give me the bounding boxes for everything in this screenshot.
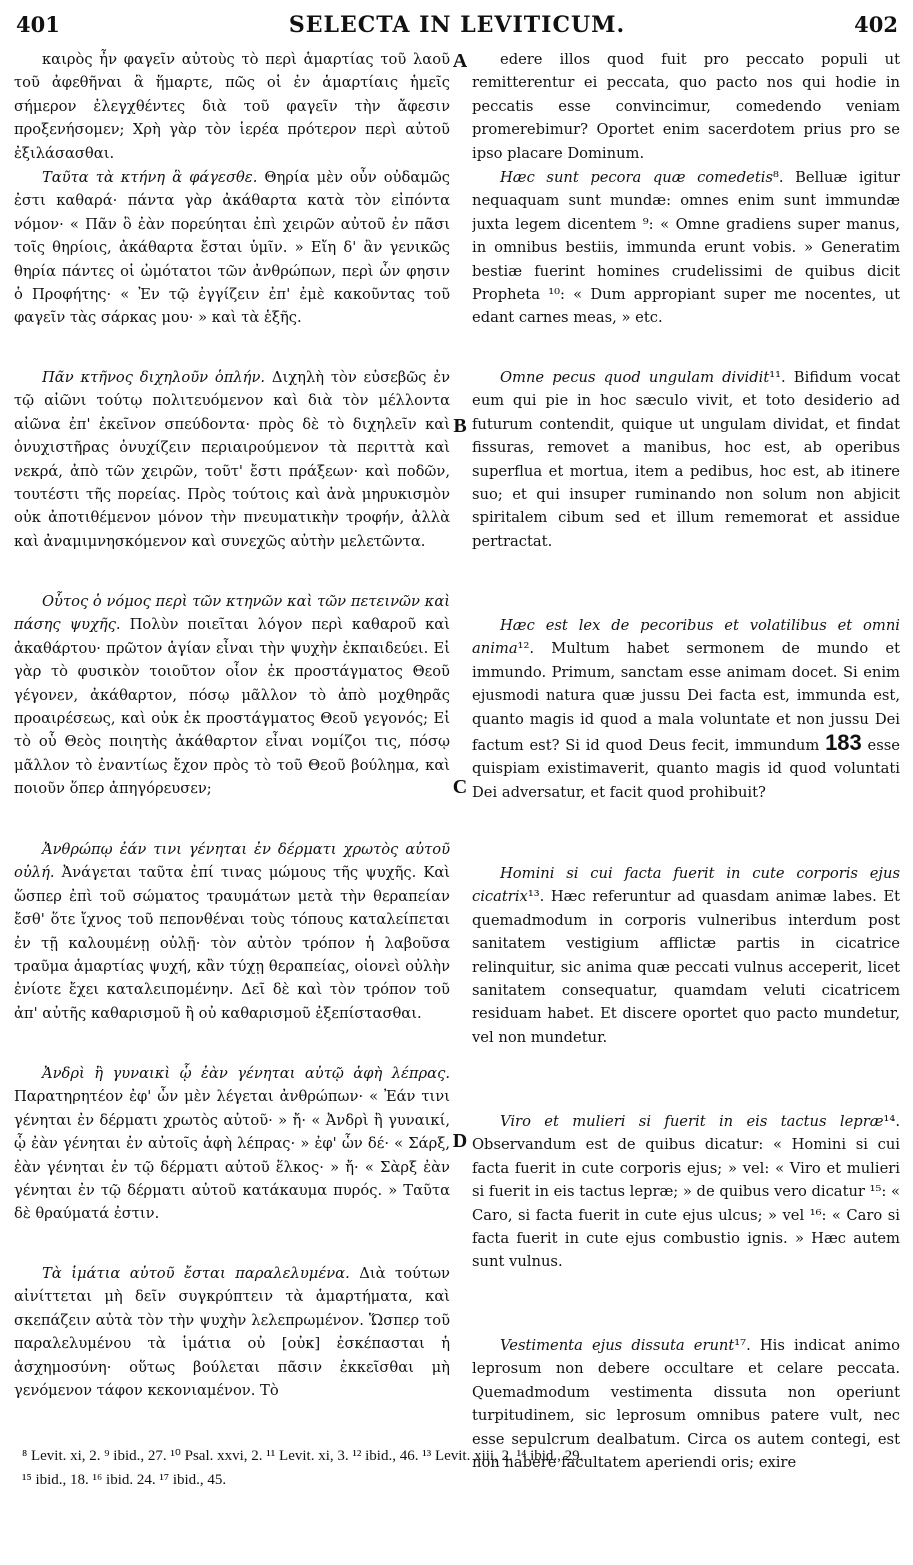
greek-paragraph: Οὗτος ὁ νόμος περὶ τῶν κτηνῶν καὶ τῶν πετεινῶν καὶ πάσης ψυχῆς. Πολὺν ποιεῖται λόγον περὶ καθαροῦ καὶ ἀκαθάρτου· πρῶτον ἁγίαν εἶναι τὴν ψυχὴν ἐκπαιδεύει. Εἰ γὰρ τὸ φυσικὸν τοιοῦτον οἷον ἐκ προστάγματος Θεοῦ γέγονεν, ἀκάθαρτον, πόσῳ μᾶλλον τὸ ἀπὸ μοχθηρᾶς προαιρέσεως, καὶ οὐκ ἐκ προστάγματος Θεοῦ γεγονός; Εἰ τὸ οὗ Θεὸς ποιητὴς ἀκάθαρτον εἶναι νομίζοι τις, πόσῳ μᾶλλον τὸ ἐναντίως ἔχον πρὸς τὸ τοῦ Θεοῦ βούλημα, καὶ ποιοῦν ὅπερ ἀπηγόρευσεν;	[14, 593, 450, 798]
greek-lemma: Τὰ ἱμάτια αὐτοῦ ἔσται παραλελυμένα.	[42, 1265, 350, 1282]
greek-lemma: Ταῦτα τὰ κτήνη ἃ φάγεσθε.	[42, 169, 258, 186]
latin-paragraph: Hæc sunt pecora quæ comedetis⁸. Belluæ igitur nequaquam sunt mundæ: omnes enim sunt immundæ juxta legem dicentem ⁹: « Omne gradiens super manus, in omnibus bestiis, immunda erunt vobis. » Generatim bestiæ fuerint homines crudelissimi de quibus dicit Propheta ¹⁰: « Dum appropiant super me nocentes, ut edant carnes meas, » etc.	[472, 169, 900, 327]
latin-paragraph: Vestimenta ejus dissuta erunt¹⁷. His indicat animo leprosum non debere occultare et celare peccata. Quemadmodum vestimenta dissuta non operiunt turpitudinem, sic leprosum omnibus patere vult, nec esse sepulcrum dealbatum. Circa os autem contegi, est non habere facultatem aperiendi oris; exire	[472, 1337, 900, 1472]
running-header	[16, 12, 898, 40]
greek-lemma: Οὗτος ὁ νόμος περὶ τῶν κτηνῶν καὶ τῶν πετεινῶν καὶ πάσης ψυχῆς.	[14, 593, 450, 634]
greek-paragraph: καιρὸς ἦν φαγεῖν αὐτοὺς τὸ περὶ ἁμαρτίας τοῦ λαοῦ τοῦ ἀφεθῆναι ἃ ἥμαρτε, πῶς οἱ ἐν ἁμαρτίαις ἡμεῖς σήμερον ἐλεγχθέντες διὰ τοῦ φαγεῖν τὴν ἄφεσιν προξενήσομεν; Χρὴ γὰρ τὸν ἱερέα πρότερον περὶ αὐτοῦ ἐξιλάσασθαι.	[14, 51, 450, 162]
section-marker-c: C	[452, 776, 468, 798]
latin-paragraph: Viro et mulieri si fuerit in eis tactus lepræ¹⁴. Observandum est de quibus dicatur: « Homini si cui facta fuerit in cute corporis ejus; » vel: « Viro et mulieri si fuerit in eis tactus lepræ; » de quibus vero dicatur ¹⁵: « Caro, si facta fuerit in cute ejus ulcus; » vel ¹⁶: « Caro si facta fuerit in cute ejus combustio ignis. » Hæc autem sunt vulnus.	[472, 1113, 900, 1271]
latin-lemma: Homini si cui facta fuerit in cute corporis ejus cicatrix	[472, 865, 900, 906]
greek-paragraph: Ἀνδρὶ ἢ γυναικὶ ᾧ ἐὰν γένηται αὐτῷ ἁφὴ λέπρας. Παρατηρητέον ἐφ' ὧν μὲν λέγεται ἀνθρώπων· « Ἐάν τινι γένηται ἐν δέρματι χρωτὸς αὐτοῦ· » ἤ· « Ἀνδρὶ ἢ γυναικί, ᾧ ἐὰν γένηται ἐν αὐτοῖς ἁφὴ λέπρας· » ἐφ' ὧν δέ· « Σάρξ, ἐὰν γένηται ἐν τῷ δέρματι αὐτοῦ ἕλκος· » ἤ· « Σὰρξ ἐὰν γένηται ἐν τῷ δέρματι αὐτοῦ κατάκαυμα πυρός. » Ταῦτα δὲ θραύματά ἐστιν.	[14, 1065, 450, 1223]
running-title: SELECTA IN LEVITICUM.	[288, 12, 626, 38]
latin-paragraph: Omne pecus quod ungulam dividit¹¹. Bifidum vocat eum qui pie in hoc sæculo vivit, et toto desiderio ad futurum contendit, quique ut ungulam dividat, et findat fissuras, removet a manibus, hoc est, ab operibus superflua et mortua, item a pedibus, hoc est, ab itinere suo; et qui insuper ruminando non solum non abjicit spiritalem cibum sed et illum rememorat et assidue pertractat.	[472, 369, 900, 550]
page-number-left: 401	[16, 12, 60, 37]
greek-lemma: Πᾶν κτῆνος διχηλοῦν ὁπλήν.	[42, 369, 266, 386]
greek-lemma: Ἀνδρὶ ἢ γυναικὶ ᾧ ἐὰν γένηται αὐτῷ ἁφὴ λέπρας.	[42, 1065, 450, 1082]
footnotes	[22, 1444, 898, 1492]
footnote-line: ⁸ Levit. xi, 2. ⁹ ibid., 27. ¹⁰ Psal. xxvi, 2. ¹¹ Levit. xi, 3. ¹² ibid., 46. ¹³ Levit. xiii, 2. ¹⁴ ibid., 29.	[22, 1448, 584, 1464]
greek-column	[14, 48, 450, 1403]
footnote-line: ¹⁵ ibid., 18. ¹⁶ ibid. 24. ¹⁷ ibid., 45.	[22, 1472, 227, 1488]
column-number: 183	[825, 730, 862, 756]
greek-paragraph: Πᾶν κτῆνος διχηλοῦν ὁπλήν. Διχηλὴ τὸν εὐσεβῶς ἐν τῷ αἰῶνι τούτῳ πολιτευόμενον καὶ διὰ τὸν μέλλοντα αἰῶνα ἐπ' ἐκεῖνον σπεύδοντα· πρὸς δὲ τὸ διχηλεῖν καὶ ὀνυχιστῆρας ὀνυχίζειν περιαιρούμενον τὰ περιττὰ καὶ νεκρά, ἀπὸ τῶν χειρῶν, τοῦτ' ἔστι πράξεων· καὶ ποδῶν, τουτέστι τῆς πορείας. Πρὸς τούτοις καὶ ἀνὰ μηρυκισμὸν οὐκ ἀποτιθέμενον μόνον τὴν πνευματικὴν τροφήν, ἀλλὰ καὶ ἀναμιμνησκόμενον καὶ συνεχῶς αὐτὴν μελετῶντα.	[14, 369, 450, 550]
section-marker-b: B	[453, 415, 467, 437]
greek-lemma: Ἀνθρώπῳ ἐάν τινι γένηται ἐν δέρματι χρωτὸς αὐτοῦ οὐλή.	[14, 841, 450, 882]
section-marker-d: D	[452, 1130, 468, 1152]
section-marker-a: A	[452, 50, 468, 72]
latin-lemma: Viro et mulieri si fuerit in eis tactus lepræ	[500, 1113, 884, 1130]
latin-column	[472, 48, 900, 1475]
latin-paragraph: Hæc est lex de pecoribus et volatilibus et omni anima¹². Multum habet sermonem de mundo et immundo. Primum, sanctam esse animam docet. Si enim ejusmodi natura quæ jussu Dei facta est, immunda est, quanto magis id quod a mala voluntate et non jussu Dei factum est? Si id quod Deus fecit, immundum 183 esse quispiam existimaverit, quanto magis id quod voluntati Dei adversatur, et facit quod prohibuit?	[472, 617, 900, 801]
greek-paragraph: Τὰ ἱμάτια αὐτοῦ ἔσται παραλελυμένα. Διὰ τούτων αἰνίττεται μὴ δεῖν συγκρύπτειν τὰ ἁμαρτήματα, καὶ σκεπάζειν αὐτὰ τὸν τὴν ψυχὴν λελεπρωμένον. Ὥσπερ τοῦ παραλελυμένου τὰ ἱμάτια οὐ [οὐκ] ἐσκέπασται ἡ ἀσχημοσύνη· οὕτως βούλεται πᾶσιν ἐκκεῖσθαι μὴ γενόμενον τάφον κεκονιαμένον. Τὸ	[14, 1265, 450, 1400]
greek-paragraph: Ἀνθρώπῳ ἐάν τινι γένηται ἐν δέρματι χρωτὸς αὐτοῦ οὐλή. Ἀνάγεται ταῦτα ἐπί τινας μώμους τῆς ψυχῆς. Καὶ ὥσπερ ἐπὶ τοῦ σώματος τραυμάτων μετὰ τὴν θεραπείαν ἔσθ' ὅτε ἴχνος τοῦ πεπονθέναι τοὺς τόπους καταλείπεται ἐν τῇ καλουμένῃ οὐλῇ· τὸν αὐτὸν τρόπον ἡ λαβοῦσα τραῦμα ἁμαρτίας ψυχή, κἂν τύχῃ θεραπείας, οἱονεὶ οὐλὴν ἐνίοτε ἔχει καταλειπομένην. Δεῖ δὲ καὶ τὸν τρόπον τοῦ ἀπ' αὐτῆς καθαρισμοῦ ἢ οὐ καθαρισμοῦ ἐξεπίστασθαι.	[14, 841, 450, 1022]
latin-lemma: Vestimenta ejus dissuta erunt	[500, 1337, 735, 1354]
latin-lemma: Hæc sunt pecora quæ comedetis	[500, 169, 773, 186]
latin-paragraph: edere illos quod fuit pro peccato populi ut remitterentur ei peccata, quo pacto nos qui hodie in peccatis esse convincimur, comedendo veniam promerebimur? Oportet enim sacerdotem prius pro se ipso placare Dominum.	[472, 51, 900, 162]
page-number-right: 402	[854, 12, 898, 37]
latin-paragraph: Homini si cui facta fuerit in cute corporis ejus cicatrix¹³. Hæc referuntur ad quasdam animæ labes. Et quemadmodum in corporis vulneribus interdum post sanitatem vestigium afflictæ partis in cicatrice relinquitur, sic anima quæ peccati vulnus acceperit, licet sanitatem consequatur, quamdam veluti cicatricem residuam habet. Et discere oportet quo pacto mundetur, vel non mundetur.	[472, 865, 900, 1046]
latin-lemma: Omne pecus quod ungulam dividit	[500, 369, 770, 386]
latin-lemma: Hæc est lex de pecoribus et volatilibus et omni anima	[472, 617, 900, 658]
greek-paragraph: Ταῦτα τὰ κτήνη ἃ φάγεσθε. Θηρία μὲν οὖν οὐδαμῶς ἐστι καθαρά· πάντα γὰρ ἀκάθαρτα κατὰ τὸν εἰπόντα νόμον· « Πᾶν ὃ ἐὰν πορεύηται ἐπὶ χειρῶν αὐτοῦ ἐν πᾶσι τοῖς θηρίοις, ἀκάθαρτα ἔσται ὑμῖν. » Εἴη δ' ἂν γενικῶς θηρία πάντες οἱ ὠμότατοι τῶν ἀνθρώπων, περὶ ὧν φησιν ὁ Προφήτης· « Ἐν τῷ ἐγγίζειν ἐπ' ἐμὲ κακοῦντας τοῦ φαγεῖν τὰς σάρκας μου· » καὶ τὰ ἑξῆς.	[14, 169, 450, 327]
